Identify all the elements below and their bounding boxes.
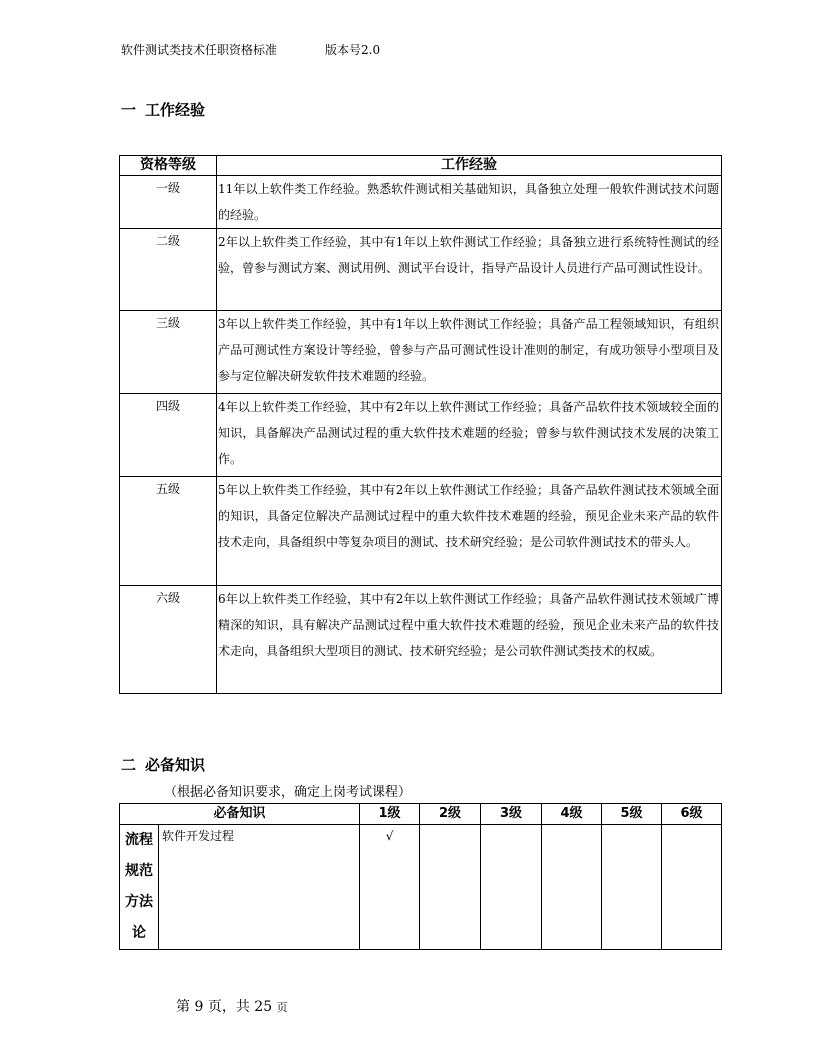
level-cell: 二级 [120, 229, 217, 311]
level-mark-cell [420, 825, 481, 950]
table-header-row [120, 804, 722, 825]
experience-cell: 6年以上软件类工作经验，其中有2年以上软件测试工作经验；具备产品软件测试技术领域广博精深的知识，具有解决产品测试过程中重大软件技术难题的经验，预见企业未来产品的软件技术走向，具备组织大型项目的测试、技术研究经验；是公司软件测试类技术的权威。 [217, 586, 722, 694]
column-header: 6级 [662, 804, 722, 825]
column-header: 1级 [360, 804, 420, 825]
experience-cell: 2年以上软件类工作经验，其中有1年以上软件测试工作经验；具备独立进行系统特性测试的经验，曾参与测试方案、测试用例、测试平台设计，指导产品设计人员进行产品可测试性设计。 [217, 229, 722, 311]
page-total: 25 [254, 999, 273, 1015]
table-row [120, 394, 722, 477]
section-heading-experience [121, 99, 205, 120]
section-title: 工作经验 [145, 101, 206, 119]
page-footer [176, 996, 288, 1016]
experience-cell: 3年以上软件类工作经验，其中有1年以上软件测试工作经验；具备产品工程领域知识，有组织产品可测试性方案设计等经验，曾参与产品可测试性设计准则的制定，有成功领导小型项目及参与定位解决研发软件技术难题的经验。 [217, 311, 722, 394]
table-row [120, 229, 722, 311]
knowledge-note: （根据必备知识要求，确定上岗考试课程） [164, 785, 412, 800]
level-cell: 五级 [120, 477, 217, 586]
level-mark-cell: √ [360, 825, 420, 950]
level-mark-cell [481, 825, 542, 950]
column-header: 5级 [602, 804, 662, 825]
table-row [120, 477, 722, 586]
footer-prefix: 第 [176, 999, 190, 1015]
footer-middle: 页，共 [207, 999, 250, 1015]
knowledge-item-cell: 软件开发过程 [159, 825, 360, 950]
column-header: 4级 [542, 804, 602, 825]
section-number: 一 [121, 101, 137, 119]
experience-cell: 4年以上软件类工作经验，其中有2年以上软件测试工作经验；具备产品软件技术领域较全面的知识，具备解决产品测试过程的重大软件技术难题的经验；曾参与软件测试技术发展的决策工作。 [217, 394, 722, 477]
column-header: 2级 [420, 804, 481, 825]
knowledge-table [119, 803, 722, 950]
level-cell: 一级 [120, 176, 217, 229]
table-row [120, 176, 722, 229]
table-row [120, 825, 722, 950]
column-header: 资格等级 [120, 156, 217, 176]
page-number: 9 [194, 999, 204, 1015]
experience-table [119, 155, 722, 694]
level-cell: 六级 [120, 586, 217, 694]
table-row [120, 311, 722, 394]
level-mark-cell [602, 825, 662, 950]
experience-cell: 11年以上软件类工作经验。熟悉软件测试相关基础知识，具备独立处理一般软件测试技术问题的经验。 [217, 176, 722, 229]
section-heading-knowledge [121, 754, 205, 775]
section-title: 必备知识 [145, 756, 206, 774]
table-row [120, 586, 722, 694]
experience-cell: 5年以上软件类工作经验，其中有2年以上软件测试工作经验；具备产品软件测试技术领域全面的知识，具备定位解决产品测试过程中的重大软件技术难题的经验，预见企业未来产品的软件技术走向，具备组织中等复杂项目的测试、技术研究经验；是公司软件测试技术的带头人。 [217, 477, 722, 586]
level-cell: 三级 [120, 311, 217, 394]
table-header-row [120, 156, 722, 176]
column-header: 3级 [481, 804, 542, 825]
column-header: 必备知识 [120, 804, 360, 825]
level-mark-cell [542, 825, 602, 950]
category-cell [120, 825, 159, 950]
level-mark-cell [662, 825, 722, 950]
section-number: 二 [121, 756, 137, 774]
category-label: 流程规范方法论 [125, 832, 153, 941]
page-header [121, 41, 381, 58]
column-header: 工作经验 [217, 156, 722, 176]
version-label: 版本号2.0 [325, 43, 381, 57]
level-cell: 四级 [120, 394, 217, 477]
doc-title: 软件测试类技术任职资格标准 [121, 43, 278, 57]
footer-suffix: 页 [276, 1001, 288, 1014]
